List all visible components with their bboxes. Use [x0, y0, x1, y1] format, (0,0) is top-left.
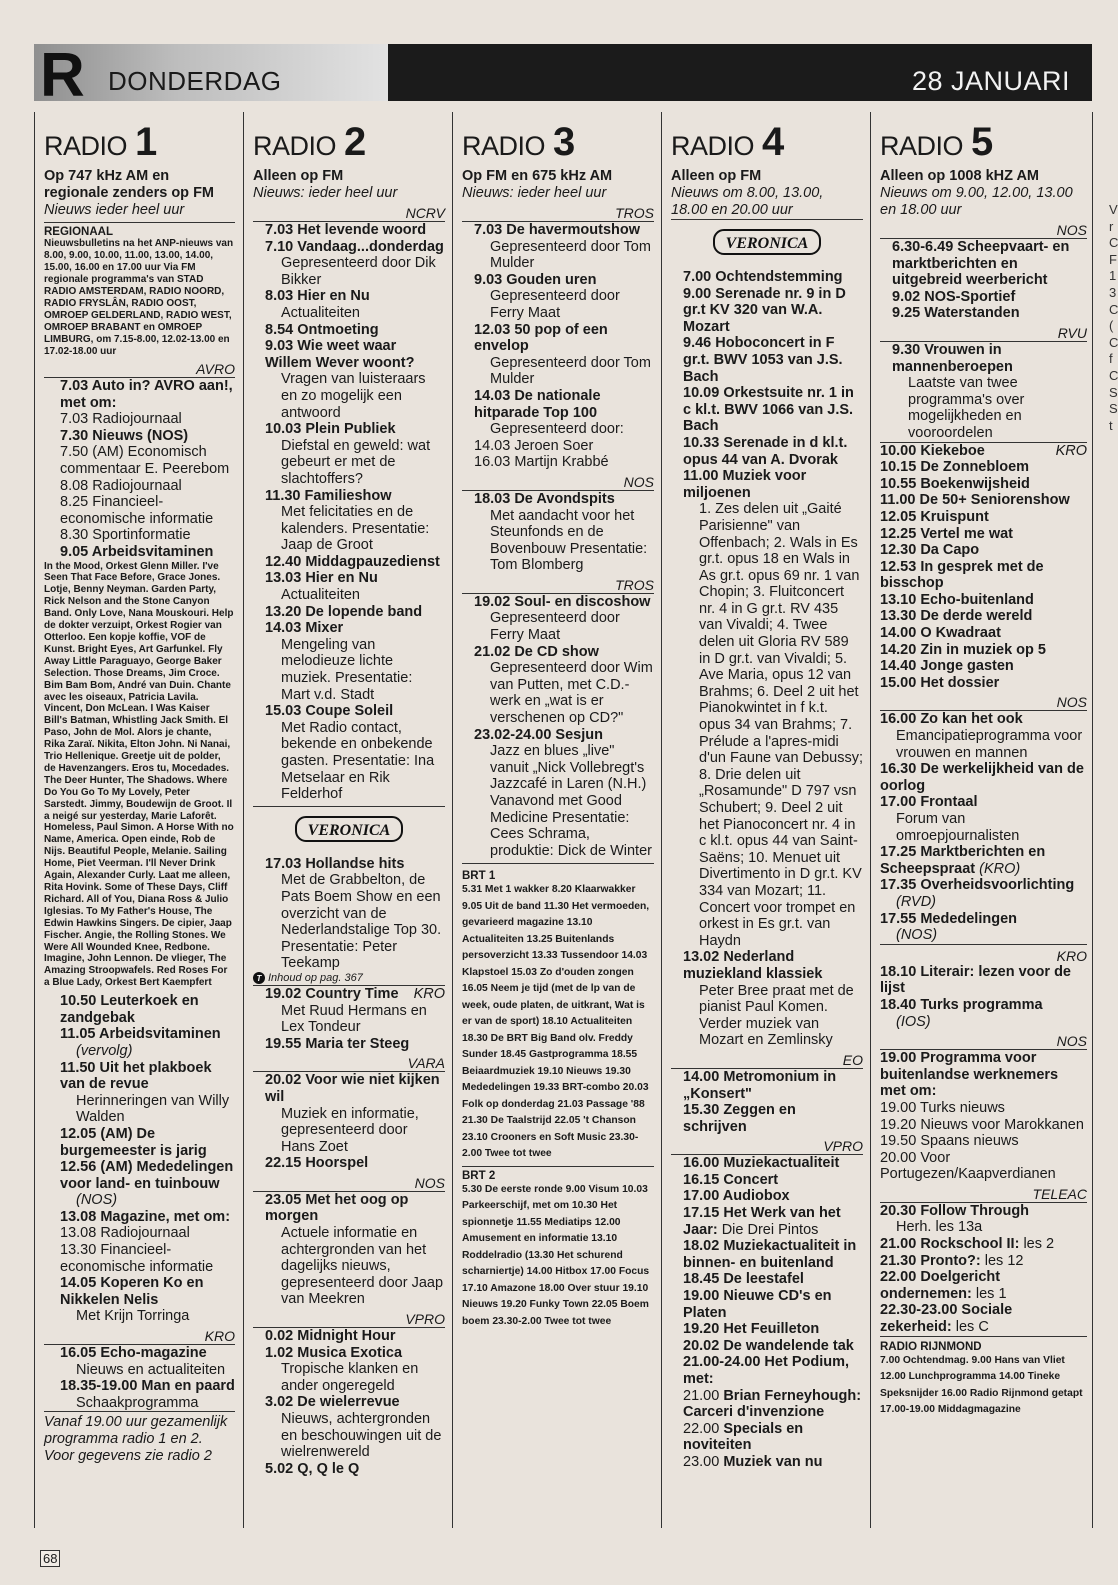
program-desc: Nieuws, achtergronden en beschouwingen uit de wielrenwereld [281, 1411, 442, 1461]
program-entry: 13.20 De lopende band [265, 603, 423, 620]
radio3-title [462, 112, 654, 162]
program-entry: 13.08 Magazine, met om: [60, 1208, 231, 1225]
broadcaster-label: KRO [413, 985, 445, 1002]
program-entry: 12.03 50 pop of een envelop [474, 321, 608, 355]
program-entry: 12.40 Middagpauzedienst [265, 553, 440, 570]
brt2-text: 5.30 De eerste ronde 9.00 Visum 10.03 Parkeerschijf, met om 10.30 Het spionnetje 11.55 Mediatips 12.00 Amusement en informatie 13.10 Roddelradio (13.30 Het schurend scharniertje) 14.00 Hitbox 17.00 Focus 17.10 Amazone 18.00 Over stuur 19.10 Nieuws 19.20 Funky Town 22.05 Boem boem 23.30-2.00 Twee tot twee [462, 1183, 650, 1327]
broadcaster-label: VPRO [253, 1311, 445, 1328]
program-entry: 10.15 De Zonnebloem [880, 459, 1030, 476]
sub-entry: 8.25 Financieel-economische informatie [60, 494, 214, 527]
program-entry: 23.05 Met het oog op morgen [265, 1191, 409, 1225]
program-entry-row [880, 844, 1087, 877]
sub-entry: 7.03 Radiojournaal [60, 411, 182, 428]
program-entry: 11.50 Uit het plakboek van de revue [60, 1059, 212, 1093]
program-entry: 7.03 Het levende woord [265, 222, 427, 238]
program-entry-row [880, 1302, 1087, 1336]
radio1-column [34, 112, 240, 1528]
program-desc: 1. Zes delen uit „Gaité Parisienne" van Offenbach; 2. Wals in Es gr.t. opus 18 en Wals in As gr.t. opus 69 nr. 1 van Chopin; 3. Fluitconcert nr. 4 in G gr.t. RV 435 van Vivaldi; 4. Twee delen uit Gloria RV 589 in D gr.t. van Vivaldi; 5. Ave Maria, opus 12 van Brahms; 6. Deel 2 uit het Pianokwintet in f k.t. opus 34 van Brahms; 7. Prélude a l'apres-midi d'un Faune van Debussy; 8. Drie delen uit „Rosamunde" D 797 vsn Schubert; 9. Deel 2 uit het Pianoconcert nr. 4 in c kl.t. opus 44 van Saint-Saëns; 10. Menuet uit Divertimento in D gr.t. KV 334 van Mozart; 11. Concert voor trompet en orkest in Es gr.t. van Haydn [699, 501, 863, 949]
radio3-column [452, 112, 659, 1528]
brt2-label: BRT 2 [462, 1169, 496, 1182]
program-entry: 20.02 De wandelende tak [683, 1337, 854, 1354]
sub-entry-time: 22.00 [683, 1420, 720, 1437]
program-entry: 10.55 Boekenwijsheid [880, 475, 1030, 492]
broadcaster-label: KRO [44, 1328, 235, 1345]
broadcaster-label: VPRO [671, 1138, 863, 1155]
program-entry-row [880, 1253, 1087, 1270]
broadcaster-label: TELEAC [880, 1186, 1087, 1203]
sub-entry: 7.30 Nieuws (NOS) [60, 427, 189, 444]
broadcaster-label: NOS [462, 474, 654, 491]
program-entry: 19.02 Country Time [265, 985, 399, 1002]
brt1-label: BRT 1 [462, 870, 496, 883]
program-desc: Actualiteiten [281, 587, 360, 604]
program-entry: 15.00 Het dossier [880, 674, 1000, 691]
radio4-column [661, 112, 868, 1528]
program-desc: Gepresenteerd door Tom Mulder [490, 354, 651, 388]
program-entry: 22.00 Doelgericht ondernemen: [880, 1269, 1001, 1302]
program-entry: 18.45 De leestafel [683, 1271, 804, 1288]
program-entry: 11.00 Muziek voor miljoenen [683, 468, 807, 501]
program-note: (vervolg) [76, 1042, 133, 1059]
strip-char: f [1109, 351, 1113, 367]
program-desc: Laatste van twee programma's over mogelijkheden en vooroordelen [880, 375, 1087, 442]
program-desc: Gepresenteerd door Tom Mulder [490, 238, 651, 272]
program-entry: 9.03 Gouden uren [474, 271, 597, 288]
program-entry: 10.50 Leuterkoek en zandgebak [60, 993, 199, 1026]
adjacent-page-text [1093, 202, 1118, 434]
section-letter: R [40, 41, 83, 110]
strip-char: S [1109, 401, 1118, 417]
radio-word: RADIO [462, 131, 546, 161]
program-entry: 9.25 Waterstanden [892, 305, 1020, 322]
radio-number: 2 [344, 120, 367, 164]
program-entry-row [671, 1205, 863, 1238]
program-entry: 9.46 Hoboconcert in F gr.t. BWV 1053 van J.S. Bach [683, 335, 843, 385]
program-entry: 22.30-23.00 Sociale zekerheid: [880, 1302, 1013, 1336]
radio2-title [253, 112, 445, 162]
strip-char: t [1109, 417, 1113, 433]
program-desc: Gepresenteerd door Dik Bikker [281, 255, 436, 288]
program-entry: 10.00 Kiekeboe [880, 442, 985, 459]
radio-word: RADIO [253, 131, 337, 161]
program-desc: Schaakprogramma [44, 1395, 235, 1413]
program-note: (KRO) [979, 860, 1021, 877]
program-entry-row [880, 1236, 1087, 1253]
news-schedule: Nieuws om 8.00, 13.00, 18.00 en 20.00 uur [671, 185, 863, 220]
program-entry: 13.02 Nederland muziekland klassiek [683, 949, 823, 982]
strip-char: 1 [1109, 268, 1117, 284]
sub-entry: 20.00 Voor Portugezen/Kaapverdianen [880, 1149, 1056, 1183]
program-desc: Actualiteiten [281, 304, 360, 321]
program-entry-row [880, 443, 1087, 460]
program-note: (RVD) [896, 893, 937, 910]
broadcaster-label: NOS [253, 1175, 445, 1192]
program-entry: 20.02 Voor wie niet kijken wil [265, 1072, 440, 1105]
program-entry: 16.05 Echo-magazine [60, 1345, 207, 1362]
sub-entry: 19.00 Turks nieuws [880, 1099, 1005, 1116]
brt1-text: 5.31 Met 1 wakker 8.20 Klaarwakker 9.05 Uit de band 11.30 Het vermoeden, gevarieerd magazine 13.10 Actualiteiten 13.25 Buitenlands persoverzicht 13.33 Tussendoor 14.03 Klapstoel 15.03 Zo d'ouden zongen 16.05 Neem je tijd (met de lp van de week, oude platen, de uitkrant, Wat is er van de sport) 18.10 Actualiteiten 18.30 De BRT Big Band olv. Freddy Sunder 18.45 Gastprogramma 18.55 Beiaardmuziek 19.10 Nieuws 19.30 Mededelingen 19.33 BRT-combo 20.03 Folk op donderdag 21.03 Passage '88 21.30 De Taalstrijd 22.05 't Chanson 23.10 Crooners en Soft Music 23.30-2.00 Twee tot twee [462, 884, 650, 1160]
broadcaster-label: NOS [880, 222, 1087, 239]
program-entry-row [253, 986, 445, 1003]
frequency: Alleen op FM [253, 168, 344, 184]
news-schedule: Nieuws om 9.00, 12.00, 13.00 en 18.00 uur [880, 185, 1073, 218]
program-entry: 13.03 Hier en Nu [265, 570, 378, 587]
sub-entry: 19.20 Nieuws voor Marokkanen [880, 1116, 1084, 1133]
sub-entry-row [671, 1421, 863, 1454]
program-entry: 11.30 Familieshow [265, 487, 392, 504]
radio-word: RADIO [44, 131, 128, 161]
strip-char: ( [1109, 318, 1114, 334]
program-desc: Herinneringen van Willy Walden [76, 1092, 230, 1126]
tv-mark-icon: T [253, 972, 265, 984]
sub-entry: 7.50 (AM) Economisch commentaar E. Peerebom [60, 444, 230, 477]
program-entry: 3.02 De wielerrevue [265, 1394, 400, 1411]
program-entry: 16.00 Muziekactualiteit [683, 1155, 840, 1172]
strip-char: C [1109, 334, 1118, 350]
program-entry: 17.25 Marktberichten en Scheepspraat [880, 844, 1046, 877]
page-reference-text: Inhoud op pag. 367 [268, 971, 363, 984]
program-entry: 12.56 (AM) Mededelingen voor land- en tuinbouw [60, 1159, 234, 1192]
sub-entry-row [671, 1388, 863, 1421]
program-entry: 16.15 Concert [683, 1171, 779, 1188]
strip-char: 3 [1109, 284, 1117, 300]
program-note: les 12 [984, 1252, 1024, 1269]
radio5-title [880, 112, 1087, 162]
program-entry: 13.30 De derde wereld [880, 608, 1033, 625]
program-entry: 20.30 Follow Through [880, 1202, 1030, 1219]
frequency: Op 747 kHz AM en regionale zenders op FM [44, 168, 214, 201]
program-entry: 10.03 Plein Publiek [265, 421, 396, 438]
program-entry: 14.00 Metromonium in „Konsert" [683, 1068, 837, 1102]
program-entry: 8.03 Hier en Nu [265, 288, 370, 305]
program-entry: 18.02 Muziekactualiteit in binnen- en buitenland [683, 1238, 857, 1271]
page-number: 68 [40, 1550, 60, 1567]
svg-text:VERONICA: VERONICA [307, 821, 391, 839]
radio-number: 3 [553, 120, 576, 164]
program-entry: 13.10 Echo-buitenland [880, 591, 1034, 608]
broadcaster-label: TROS [462, 577, 654, 594]
sub-entry: Muziek van nu [723, 1453, 823, 1470]
program-desc: Diefstal en geweld: wat gebeurt er met de slachtoffers? [281, 437, 431, 487]
program-desc: Gepresenteerd door Ferry Maat [490, 610, 620, 644]
program-entry: 15.03 Coupe Soleil [265, 703, 394, 720]
program-entry: 21.30 Pronto?: [880, 1252, 981, 1269]
program-entry: 14.00 O Kwadraat [880, 625, 1001, 642]
frequency: Op FM en 675 kHz AM [462, 168, 613, 184]
program-entry: 17.03 Hollandse hits [265, 855, 405, 872]
program-desc: Met Krijn Torringa [76, 1308, 190, 1325]
program-entry: 17.00 Frontaal [880, 794, 978, 811]
program-entry: 15.30 Zeggen en schrijven [683, 1102, 796, 1135]
program-entry: 9.30 Vrouwen in mannenberoepen [892, 341, 1013, 375]
broadcaster-label: NOS [880, 1033, 1087, 1050]
program-entry: 23.02-24.00 Sesjun [474, 726, 603, 743]
sub-entry-time: 23.00 [683, 1453, 720, 1470]
sub-entry: Brian Ferneyhough: Carceri d'invenzione [683, 1387, 862, 1421]
strip-char: r [1109, 218, 1114, 234]
radio4-title [671, 112, 863, 162]
broadcaster-label: TROS [462, 205, 654, 222]
broadcaster-label: VARA [253, 1055, 445, 1072]
program-entry: 14.05 Koperen Ko en Nikkelen Nelis [60, 1275, 204, 1308]
program-desc: Met Ruud Hermans en Lex Tondeur [281, 1002, 427, 1036]
program-desc: Jazz en blues „live" vanuit „Nick Vollebregt's Jazzcafé in Laren (N.H.) Vanavond met Good Medicine Presentatie: Cees Schrama, produktie: Dick de Winter [462, 743, 654, 864]
program-entry: 1.02 Musica Exotica [265, 1344, 403, 1361]
program-desc: Mengeling van melodieuze lichte muziek. Presentatie: Mart v.d. Stadt [281, 636, 413, 703]
strip-char: C [1109, 367, 1118, 383]
program-entry: 22.15 Hoorspel [265, 1155, 369, 1172]
program-desc: Met felicitaties en de kalenders. Presentatie: Jaap de Groot [281, 504, 430, 554]
veronica-logo [253, 813, 445, 850]
strip-char: C [1109, 235, 1118, 251]
program-entry: 9.02 NOS-Sportief [892, 288, 1016, 305]
program-entry: 18.40 Turks programma [880, 996, 1043, 1013]
program-entry: 11.05 Arbeidsvitaminen [60, 1026, 221, 1043]
program-entry: 7.03 De havermoutshow [474, 222, 640, 238]
strip-char: F [1109, 251, 1117, 267]
program-entry: 14.20 Zin in muziek op 5 [880, 641, 1046, 658]
sub-entry-time: 21.00 [683, 1387, 720, 1404]
broadcaster-label: KRO [1055, 442, 1087, 459]
program-entry: 18.10 Literair: lezen voor de lijst [880, 963, 1071, 997]
program-entry: 18.03 De Avondspits [474, 490, 615, 507]
sub-entry: 19.50 Spaans nieuws [880, 1133, 1019, 1150]
program-note: les C [955, 1319, 989, 1336]
program-desc: Peter Bree praat met de pianist Paul Komen. Verder muziek van Mozart en Zemlinsky [699, 982, 854, 1049]
program-entry: 19.00 Nieuwe CD's en Platen [683, 1288, 832, 1321]
broadcaster-label: AVRO [44, 361, 235, 378]
program-entry: 5.02 Q, Q le Q [265, 1460, 360, 1477]
program-entry: 12.53 In gesprek met de bisschop [880, 558, 1044, 592]
program-entry: 9.03 Wie weet waar Willem Wever woont? [265, 338, 415, 371]
program-desc: Gepresenteerd door: [490, 421, 624, 438]
program-entry-row [880, 1269, 1087, 1302]
sub-entry: 8.30 Sportinformatie [60, 527, 191, 544]
program-entry: 21.00-24.00 Het Podium, met: [683, 1354, 850, 1387]
program-entry: 12.05 (AM) De burgemeester is jarig [60, 1125, 207, 1159]
program-desc: Met aandacht voor het Steunfonds en de Bovenbouw Presentatie: Tom Blomberg [490, 507, 648, 574]
sub-entry: 13.30 Financieel-economische informatie [60, 1242, 214, 1275]
day-label: DONDERDAG [108, 66, 282, 96]
radio-number: 4 [762, 120, 785, 164]
broadcaster-label: KRO [1056, 947, 1087, 964]
sub-entry-row [671, 1454, 863, 1471]
program-entry: 14.03 De nationale hitparade Top 100 [474, 387, 601, 421]
program-entry: 14.03 Mixer [265, 620, 344, 637]
sub-entry: 8.08 Radiojournaal [60, 477, 182, 494]
program-entry: 19.20 Het Feuilleton [683, 1321, 820, 1338]
song-list: In the Mood, Orkest Glenn Miller. I've Seen That Face Before, Grace Jones. Lotje, Benny Neyman. Garden Party, Rick Nelson and the Stone Canyon Band. Only Love, Nana Mouskouri. Help de dokter verzuipt, Orkest Rogier van Otterloo. Een kopje koffie, VOF de Kunst. Bright Eyes, Art Garfunkel. Fly Away Little Paraguayo, George Baker Selection. Those Dreams, Jim Croce. Bim Bam Bom, André van Duin. Chante avec les oiseaux, Patricia Lavila. Vincent, Don McLean. I Was Kaiser Bill's Batman, Whistling Jack Smith. El Paso, John de Mol. Alors je chante, Rika Zaraï. Nikita, Elton John. Ni Nanai, Trio Hellenique. Greetje uit de polder, de Havenzangers. Eros tu, Mocedades. The Deer Hunter, The Shadows. Where Do You Go To My Lovely, Peter Sarstedt. Jimmy, Boudewijn de Groot. Il a neigé sur yesterday, Marie Laforêt. Homeless, Paul Simon. A Horse With no Name, America. Open einde, Rob de Nijs. Beautiful People, Melanie. Sailing Home, Piet Veerman. I'll Never Drink Again, Alexander Curly. Laat me alleen, Rita Hovink. Some of These Days, Cliff Richard. All of You, Diana Ross & Julio Iglesias. To My Father's House, The Edwin Hawkins Singers. De cipier, Jaap Fischer. Angie, the Rolling Stones. We Were All Wounded Knee, Redbone. Imagine, John Lennon. De vlieger, The Amazing Stroopwafels. Red Roses For a Blue Lady, Orkest Bert Kaempfert [44, 560, 234, 989]
program-desc: Tropische klanken en ander ongeregeld [281, 1361, 419, 1394]
program-entry: 7.03 Auto in? AVRO aan!, met om: [60, 378, 233, 411]
program-entry: 7.00 Ochtendstemming [683, 269, 843, 285]
strip-char: S [1109, 384, 1118, 400]
program-entry: 17.35 Overheidsvoorlichting [880, 877, 1075, 894]
program-entry: 9.00 Serenade nr. 9 in D gr.t KV 320 van W.A. Mozart [683, 285, 846, 335]
program-desc: Actuele informatie en achtergronden van het dagelijks nieuws, gepresenteerd door Jaap van Meekren [281, 1225, 444, 1308]
sub-entry: 16.03 Martijn Krabbé [474, 454, 609, 471]
radio5-column [870, 112, 1092, 1528]
broadcaster-label: EO [671, 1052, 863, 1069]
radio1-note: Vanaf 19.00 uur gezamenlijk programma radio 1 en 2. Voor gegevens zie radio 2 [44, 1414, 228, 1464]
veronica-logo-graphic [294, 813, 404, 845]
news-schedule: Nieuws: ieder heel uur [462, 185, 607, 201]
program-entry: 17.15 Het Werk van het Jaar: [683, 1205, 841, 1238]
program-desc: Gepresenteerd door Ferry Maat [490, 288, 620, 321]
program-note: (NOS) [76, 1192, 118, 1209]
radio2-column [243, 112, 450, 1528]
program-entry: 14.40 Jonge gasten [880, 658, 1014, 675]
program-desc: Vragen van luisteraars en zo mogelijk een antwoord [281, 371, 426, 421]
program-entry: 12.05 Kruispunt [880, 508, 989, 525]
program-entry: 12.30 Da Capo [880, 542, 980, 559]
frequency: Alleen op FM [671, 168, 762, 184]
program-entry: 11.00 De 50+ Seniorenshow [880, 492, 1070, 509]
program-note: les 1 [975, 1285, 1007, 1302]
veronica-logo [671, 226, 863, 263]
program-entry: 8.54 Ontmoeting [265, 321, 379, 338]
program-entry: 6.30-6.49 Scheepvaart- en marktberichten en uitgebreid weerbericht [892, 239, 1070, 289]
program-entry: 10.33 Serenade in d kl.t. opus 44 van A. Dvorak [683, 434, 848, 468]
adjacent-page-strip [1092, 112, 1118, 1528]
program-note: (IOS) [896, 1013, 931, 1030]
program-entry: 17.00 Audiobox [683, 1188, 790, 1205]
program-desc: Herh. les 13a [896, 1219, 983, 1236]
program-entry: 21.02 De CD show [474, 643, 599, 660]
radio-number: 1 [135, 120, 158, 164]
rijnmond-label: RADIO RIJNMOND [880, 1340, 982, 1353]
program-entry: 18.35-19.00 Man en paard [60, 1378, 235, 1395]
program-entry: 9.05 Arbeidsvitaminen [60, 543, 214, 560]
program-desc: Met de Grabbelton, de Pats Boem Show en een overzicht van de Nederlandstalige Top 30. Presentatie: Peter Teekamp [281, 872, 442, 972]
radio-word: RADIO [880, 131, 964, 161]
program-desc: Emancipatieprogramma voor vrouwen en mannen [896, 728, 1083, 761]
sub-entry: Specials en noviteiten [683, 1420, 804, 1454]
program-desc: Met Radio contact, bekende en onbekende gasten. Presentatie: Ina Metselaar en Rik Felderhof [253, 720, 445, 807]
program-note: (NOS) [880, 927, 1087, 945]
veronica-logo-graphic [712, 226, 822, 258]
radio1-title [44, 112, 235, 162]
broadcaster-label: RVU [880, 325, 1087, 342]
program-note: Die Drei Pintos [721, 1221, 819, 1238]
strip-char: C [1109, 301, 1118, 317]
program-desc: Gepresenteerd door Wim van Putten, met C.D.-werk en „wat is er verschenen op CD?" [490, 660, 653, 727]
rijnmond-text: 7.00 Ochtendmag. 9.00 Hans van Vliet 12.00 Lunchprogramma 14.00 Tineke Speksnijder 16.00 Radio Rijnmond getapt 17.00-19.00 Middagmagazine [880, 1354, 1083, 1416]
program-entry: 19.02 Soul- en discoshow [474, 593, 651, 610]
radio-number: 5 [971, 120, 994, 164]
regional-label: REGIONAAL [44, 226, 113, 238]
program-entry: 12.25 Vertel me wat [880, 525, 1013, 542]
program-entry: 17.55 Mededelingen [880, 910, 1017, 927]
broadcaster-label: NCRV [253, 205, 445, 222]
sub-entry: 14.03 Jeroen Soer [474, 437, 594, 454]
news-schedule: Nieuws: ieder heel uur [253, 185, 398, 201]
date-label: 28 JANUARI [911, 66, 1070, 96]
radio-word: RADIO [671, 131, 755, 161]
svg-text:VERONICA: VERONICA [725, 235, 809, 252]
program-desc: Forum van omroepjournalisten [896, 811, 1020, 844]
program-desc: Muziek en informatie, gepresenteerd door Hans Zoet [281, 1105, 419, 1155]
program-entry: 19.00 Programma voor buitenlandse werknemers met om: [880, 1050, 1059, 1100]
frequency: Alleen op 1008 kHZ AM [880, 168, 1040, 184]
program-entry: 21.00 Rockschool II: [880, 1236, 1020, 1253]
sub-entry: 13.08 Radiojournaal [60, 1225, 190, 1242]
program-entry: 0.02 Midnight Hour [265, 1328, 396, 1345]
program-entry: 16.00 Zo kan het ook [880, 711, 1023, 728]
news-schedule: Nieuws ieder heel uur [44, 202, 185, 218]
program-entry: 16.30 De werkelijkheid van de oorlog [880, 761, 1084, 794]
program-entry: 10.09 Orkestsuite nr. 1 in c kl.t. BWV 1066 van J.S. Bach [683, 385, 854, 435]
program-entry: 7.10 Vandaag...donderdag [265, 238, 444, 255]
page-reference [253, 972, 445, 986]
program-desc: Nieuws en actualiteiten [76, 1361, 226, 1378]
broadcaster-label: NOS [880, 694, 1087, 711]
program-entry: 19.55 Maria ter Steeg [265, 1035, 410, 1052]
strip-char: V [1109, 202, 1118, 217]
program-note: les 2 [1023, 1236, 1055, 1253]
regional-text: Nieuwsbulletins na het ANP-nieuws van 8.00, 9.00, 10.00, 11.00, 13.00, 14.00, 15.00, 16.00 en 17.00 uur Via FM regionale programma's van STAD RADIO AMSTERDAM, RADIO NOORD, RADIO FRYSLÂN, RADIO OOST, OMROEP GELDERLAND, RADIO WEST, OMROEP BRABANT en OMROEP LIMBURG, om 7.15-8.00, 12.02-13.00 en 17.02-18.00 uur [44, 238, 234, 357]
